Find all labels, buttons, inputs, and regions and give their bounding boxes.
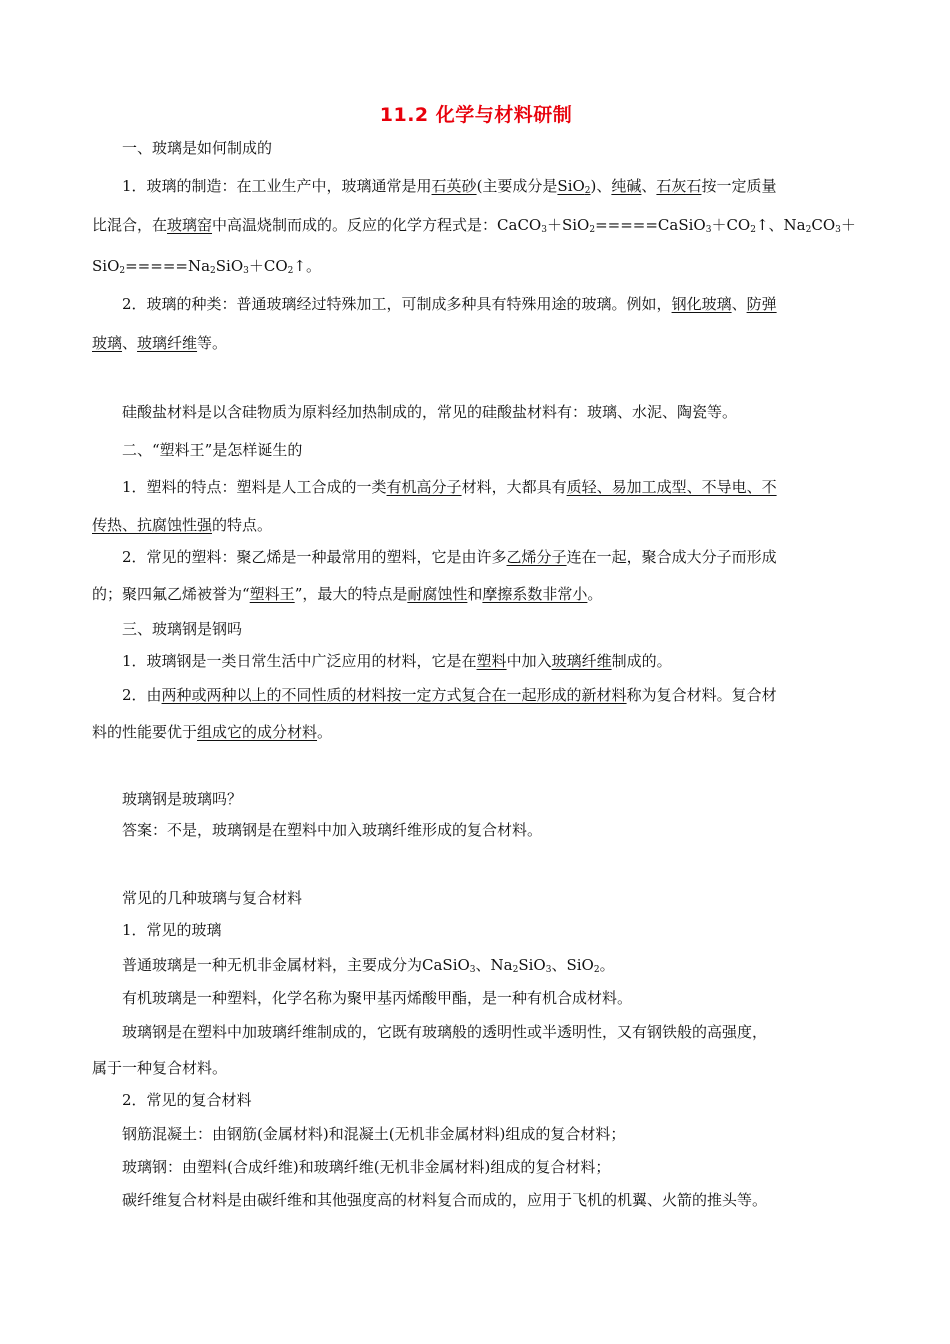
s3-para1: 1．玻璃钢是一类日常生活中广泛应用的材料，它是在塑料中加入玻璃纤维制成的。 [122, 652, 672, 670]
s4-line-frp-composite: 玻璃钢：由塑料(合成纤维)和玻璃纤维(无机非金属材料)组成的复合材料； [122, 1158, 611, 1176]
s1-para2-line2: 玻璃、玻璃纤维等。 [92, 334, 228, 352]
s2-para2-line2: 的；聚四氟乙烯被誉为“塑料王”，最大的特点是耐腐蚀性和摩擦系数非常小。 [92, 585, 603, 603]
section3-heading: 三、玻璃钢是钢吗 [122, 620, 243, 638]
s1-para1-line3: $SiO_2=====Na_2SiO_3+CO_2↑$。 [92, 257, 321, 276]
s4-line-frp-1: 玻璃钢是在塑料中加玻璃纤维制成的，它既有玻璃般的透明性或半透明性，又有钢铁般的高强度， [122, 1023, 768, 1041]
s3-para2-line2: 料的性能要优于组成它的成分材料。 [92, 723, 333, 741]
page-title: 11.2 化学与材料研制 [379, 104, 573, 126]
answer: 答案：不是，玻璃钢是在塑料中加入玻璃纤维形成的复合材料。 [122, 821, 543, 839]
s4-line-concrete: 钢筋混凝土：由钢筋(金属材料)和混凝土(无机非金属材料)组成的复合材料； [122, 1125, 626, 1143]
s2-para1-line2: 传热、抗腐蚀性强的特点。 [92, 516, 273, 534]
s4-line-ordinary-glass: 普通玻璃是一种无机非金属材料，主要成分为CaSiO$_3$、$Na_2SiO_3$、SiO$_2$。 [122, 956, 615, 975]
s4-line-carbon-fiber: 碳纤维复合材料是由碳纤维和其他强度高的材料复合而成的，应用于飞机的机翼、火箭的推头等。 [122, 1191, 768, 1209]
s3-para2-line1: 2．由两种或两种以上的不同性质的材料按一定方式复合在一起形成的新材料称为复合材料。复合材 [122, 686, 777, 704]
s1-para1-line1: 1．玻璃的制造：在工业生产中，玻璃通常是用石英砂(主要成分是SiO$_2$)、纯碱、石灰石按一定质量 [122, 177, 777, 196]
section4-heading: 常见的几种玻璃与复合材料 [122, 889, 303, 907]
s1-para2-line1: 2．玻璃的种类：普通玻璃经过特殊加工，可制成多种具有特殊用途的玻璃。例如，钢化玻璃、防弹 [122, 295, 777, 313]
s4-line-organic-glass: 有机玻璃是一种塑料，化学名称为聚甲基丙烯酸甲酯，是一种有机合成材料。 [122, 989, 633, 1007]
s2-para1-line1: 1．塑料的特点：塑料是人工合成的一类有机高分子材料，大都具有质轻、易加工成型、不导电、不 [122, 478, 777, 496]
section1-heading: 一、玻璃是如何制成的 [122, 139, 273, 157]
silicate-note: 硅酸盐材料是以含硅物质为原料经加热制成的，常见的硅酸盐材料有：玻璃、水泥、陶瓷等。 [122, 403, 738, 421]
s2-para2-line1: 2．常见的塑料：聚乙烯是一种最常用的塑料，它是由许多乙烯分子连在一起，聚合成大分子而形成 [122, 548, 777, 566]
question: 玻璃钢是玻璃吗？ [122, 790, 243, 808]
section2-heading: 二、“塑料王”是怎样诞生的 [122, 441, 303, 459]
s4-sub2: 2．常见的复合材料 [122, 1091, 252, 1109]
s4-sub1: 1．常见的玻璃 [122, 921, 222, 939]
s4-line-frp-2: 属于一种复合材料。 [92, 1059, 228, 1077]
s1-para1-line2: 比混合，在玻璃窑中高温烧制而成的。反应的化学方程式是：$CaCO_3+SiO_2=====CaSiO_3+CO_2↑$、$Na_2CO_3+$ [92, 216, 856, 235]
